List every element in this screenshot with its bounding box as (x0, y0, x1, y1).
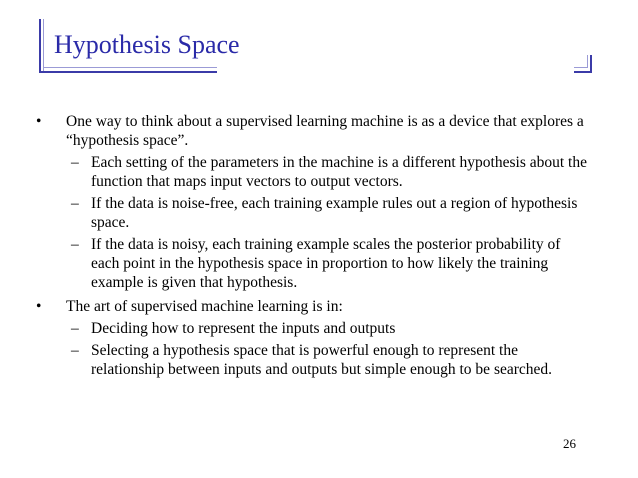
title-bracket-left-inner (43, 19, 44, 73)
bullet-text: The art of supervised machine learning is in: (66, 298, 343, 315)
title-bracket-left (39, 19, 41, 73)
dash-icon: – (71, 195, 79, 212)
slide-title: Hypothesis Space (54, 30, 240, 59)
sub-item (71, 319, 591, 338)
dash-icon: – (71, 320, 79, 337)
slide-body (0, 112, 638, 382)
sub-item (71, 194, 591, 232)
title-bracket-right-bottom (574, 71, 592, 73)
sub-item-text: If the data is noisy, each training example scales the posterior probability of each point in the hypothesis space in proportion to how likely the training example is given that hypothesis. (91, 236, 561, 291)
bullet-icon: • (36, 113, 42, 130)
dash-icon: – (71, 236, 79, 253)
sub-item-text: Deciding how to represent the inputs and outputs (91, 320, 396, 337)
title-bracket-bottom-inner (43, 67, 217, 68)
title-bracket-bottom (39, 71, 217, 73)
bullet-icon: • (36, 298, 42, 315)
sub-item (71, 153, 591, 191)
dash-icon: – (71, 342, 79, 359)
bullet-item (36, 297, 586, 316)
page-number: 26 (563, 436, 576, 451)
sub-item-text: Each setting of the parameters in the machine is a different hypothesis about the function that maps input vectors to output vectors. (91, 154, 587, 190)
sub-item-text: Selecting a hypothesis space that is powerful enough to represent the relationship between inputs and outputs but simple enough to be searched. (91, 342, 553, 378)
bullet-item (36, 112, 586, 150)
sub-item-text: If the data is noise-free, each training example rules out a region of hypothesis space. (91, 195, 578, 231)
dash-icon: – (71, 154, 79, 171)
bullet-text: One way to think about a supervised learning machine is as a device that explores a “hypothesis space”. (66, 113, 584, 149)
sub-item (71, 341, 591, 379)
title-bracket-right-inner-h (574, 67, 588, 68)
sub-item (71, 235, 591, 292)
